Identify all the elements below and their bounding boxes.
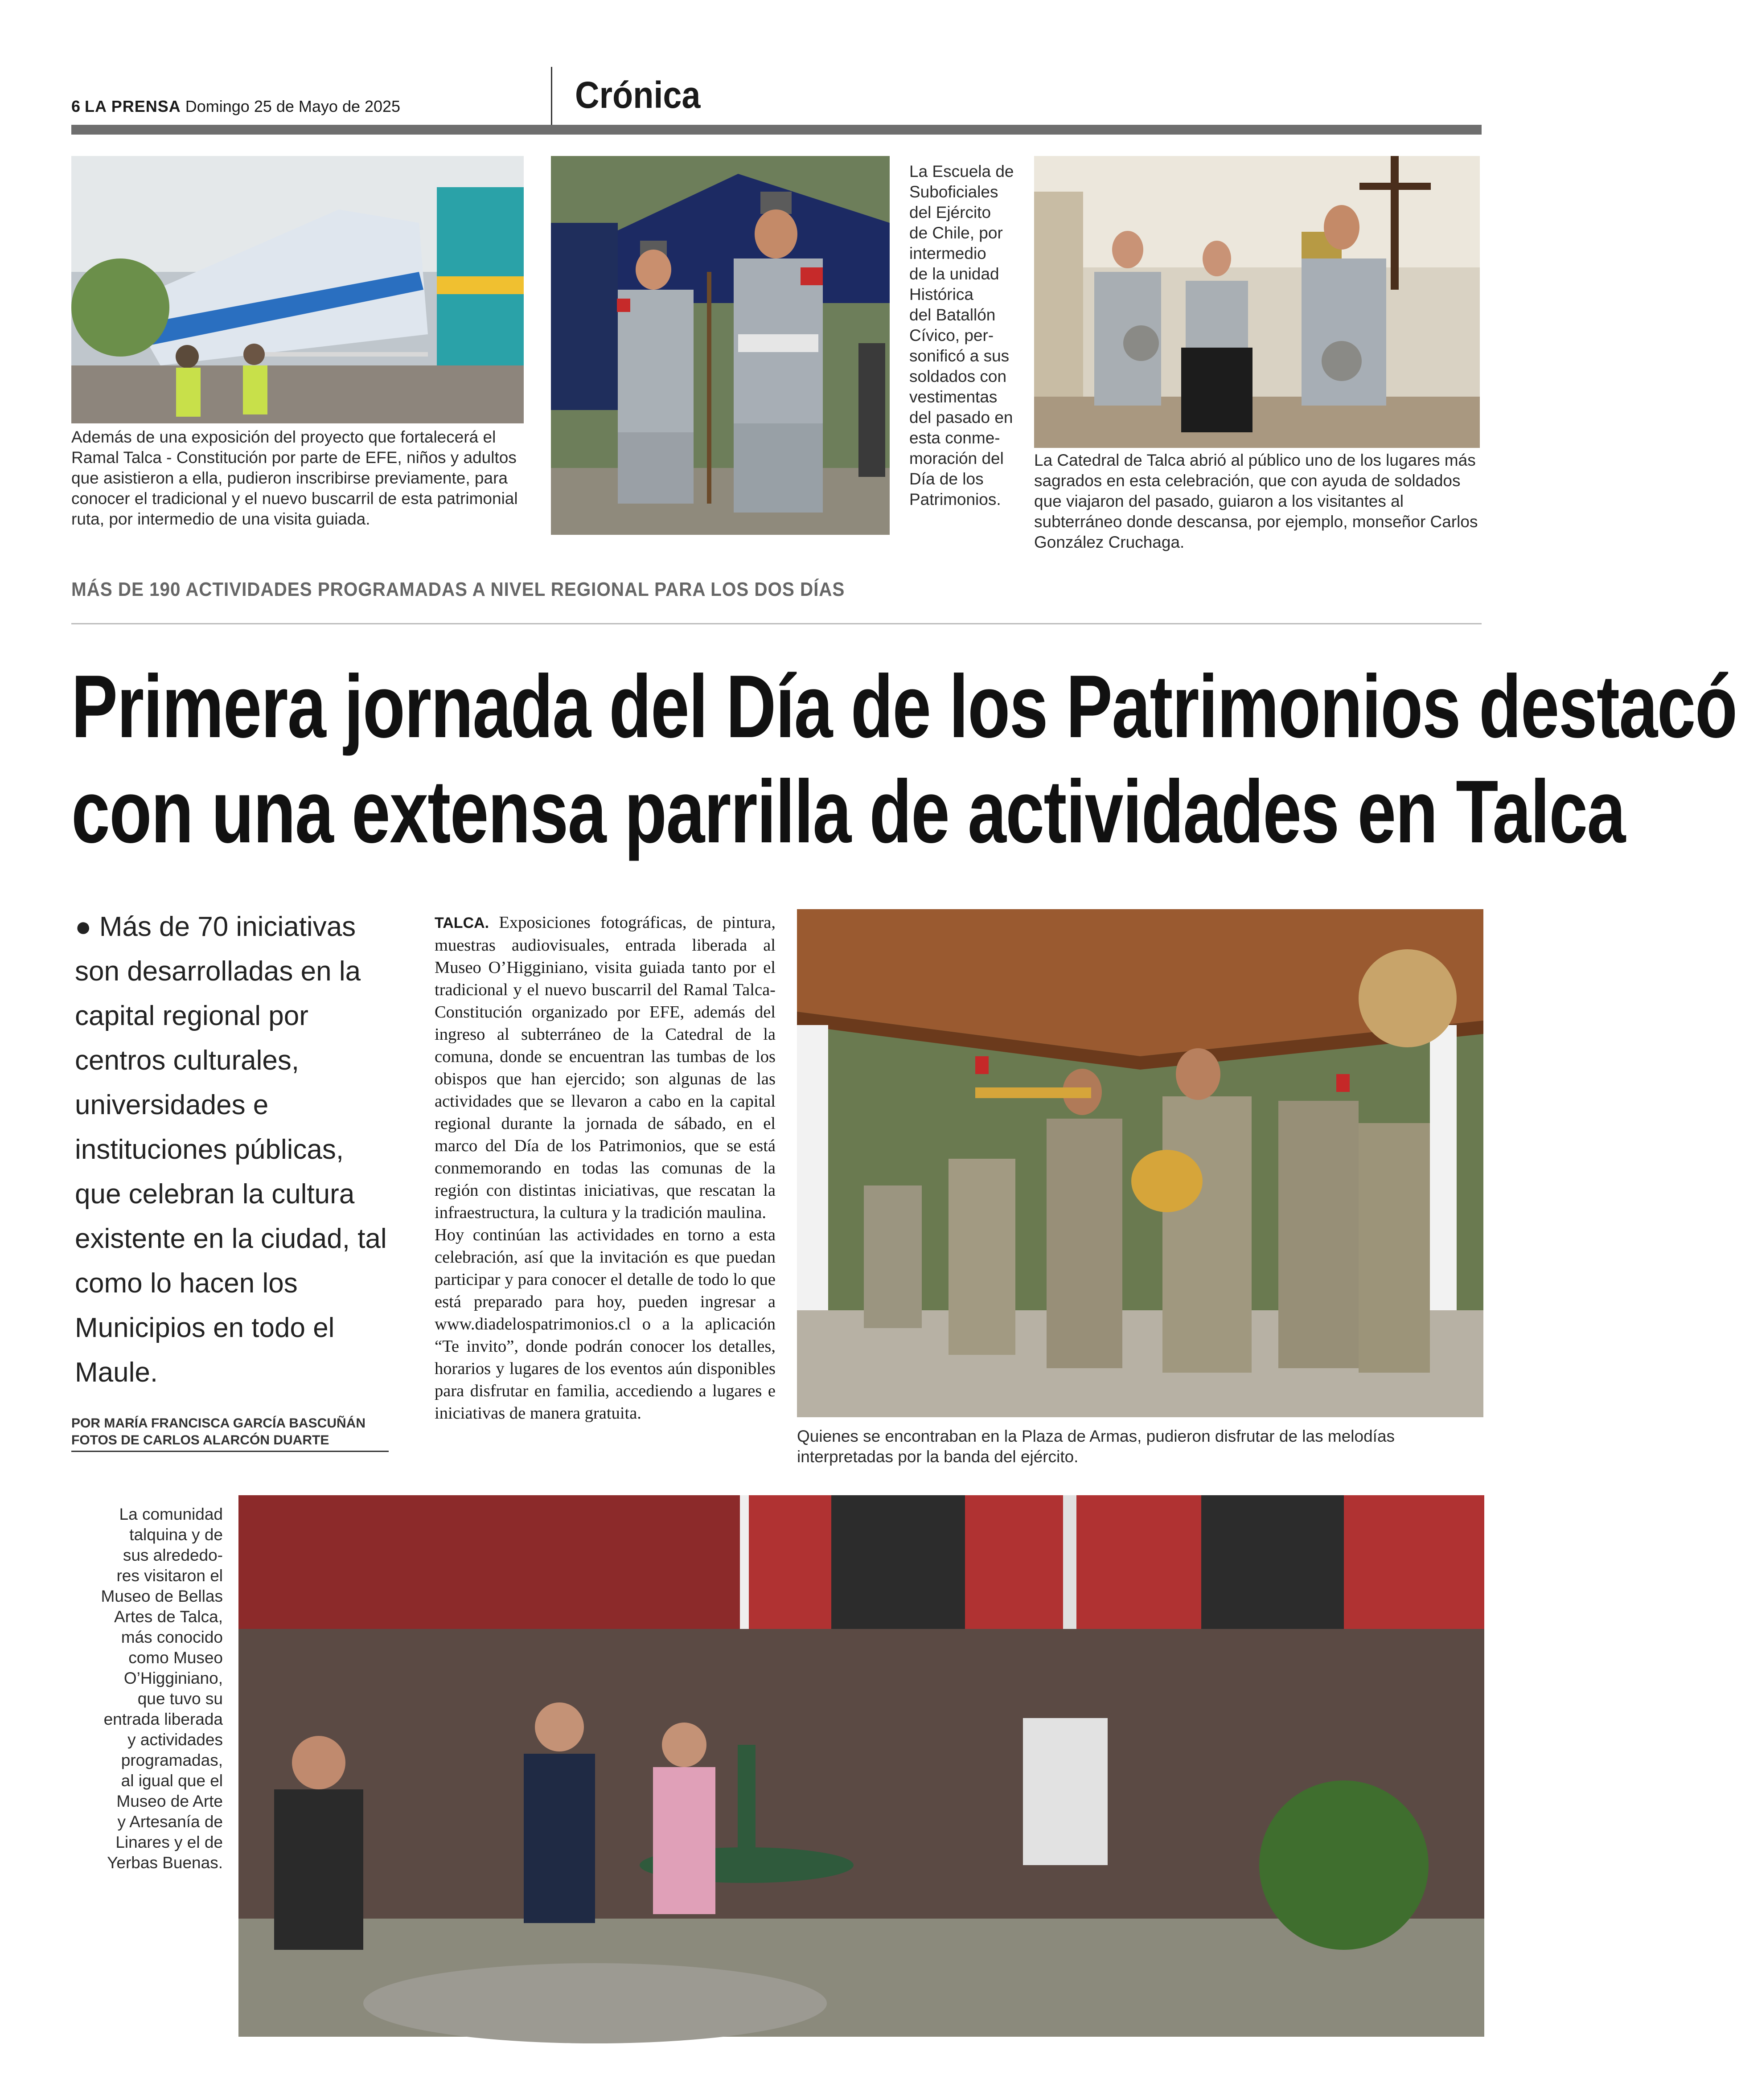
cathedral-photo-caption: La Catedral de Talca abrió al público uno de los lugares más sagrados en esta celebración, que con ayuda de soldados que viajaron del pasado, guiaron a los visitantes al subterráneo donde descansa, por ejemplo, monseñor Carlos González Cruchaga.	[1034, 451, 1478, 551]
article-body	[435, 911, 776, 1424]
museum-courtyard-photo	[238, 1495, 1484, 2037]
body-paragraph-1: TALCA. Exposiciones fotográficas, de pintura, muestras audiovisuales, entrada liberada al Museo O’Higginiano, visita guiada tanto por el tradicional y el nuevo buscarril del Ramal Talca-Constitución organizado por EFE, además del ingreso al subterráneo de la Catedral de la comuna, donde se encuentran las tumbas de los obispos que han ejercido; son algunas de las actividades que se llevaron a cabo en la capital regional durante la jornada de sábado, en el marco del Día de los Patrimonios, que se está conmemorando en todas las comunas de la región con distintas iniciativas, que rescatan la infraestructura, la cultura y la tradición maulina.	[435, 913, 776, 1222]
army-band-photo	[797, 909, 1483, 1417]
article-summary: ● Más de 70 iniciativas son desarrolladas en la capital regional por centros culturales, universidades e instituciones públicas, que celebran la cultura existente en la ciudad, tal como lo hacen los Municipios en todo el Maule.	[75, 911, 387, 1388]
train-photo	[71, 156, 524, 423]
header-separator	[551, 67, 552, 125]
author: POR MARÍA FRANCISCA GARCÍA BASCUÑÁN	[71, 1416, 365, 1431]
page-number: 6	[71, 97, 81, 115]
train-photo-caption: Además de una exposición del proyecto que fortalecerá el Ramal Talca - Constitución por parte de EFE, niños y adultos que asistieron a ella, pudieron inscribirse previamente, para conocer el tradicional y el nuevo buscarril de esta patrimonial ruta, por intermedio de una visita guiada.	[71, 428, 518, 528]
museum-photo-caption: La comunidad talquina y de sus alrededo- res visitaron el Museo de Bellas Artes de Talca, más conocido como Museo O’Higginiano, que tuvo su entrada liberada y actividades programadas, al igual que el Museo de Arte y Artesanía de Linares y el de Yerbas Buenas.	[101, 1505, 223, 1872]
historic-soldiers-photo	[551, 156, 890, 535]
soldiers-photo-caption: La Escuela de Suboficiales del Ejército de Chile, por intermedio de la unidad Histórica del Batallón Cívico, per- sonificó a sus soldados con vestimentas del pasado en esta conme- moración del Día de los Patrimonios.	[909, 162, 1014, 509]
kicker-rule	[71, 623, 1482, 624]
issue-date: Domingo 25 de Mayo de 2025	[185, 97, 401, 115]
article-byline	[71, 1415, 389, 1452]
page-header-info	[71, 97, 400, 116]
headline-line-1: Primera jornada del Día de los Patrimonios destacó	[71, 657, 1737, 756]
cathedral-photo	[1034, 156, 1480, 448]
header-rule	[71, 125, 1482, 135]
photo-credit: FOTOS DE CARLOS ALARCÓN DUARTE	[71, 1433, 329, 1448]
publication-name: LA PRENSA	[85, 97, 181, 115]
headline-line-2: con una extensa parrilla de actividades en Talca	[71, 762, 1625, 861]
body-paragraph-2: Hoy continúan las actividades en torno a esta celebración, así que la invitación es que puedan participar y para conocer el detalle de todo lo que está preparado para hoy, pueden ingresar a www.diadelospatrimonios.cl o a la aplicación “Te invito”, donde podrán conocer los detalles, horarios y lugares de los eventos aún disponibles para disfrutar en familia, accediendo a lugares e iniciativas de manera gratuita.	[435, 1226, 776, 1423]
band-photo-caption: Quienes se encontraban en la Plaza de Armas, pudieron disfrutar de las melodías interpretadas por la banda del ejército.	[797, 1427, 1395, 1466]
article-kicker: MÁS DE 190 ACTIVIDADES PROGRAMADAS A NIVEL REGIONAL PARA LOS DOS DÍAS	[71, 578, 845, 600]
article-headline	[71, 654, 1737, 865]
section-title: Crónica	[575, 74, 701, 116]
bullet-icon: ●	[75, 911, 99, 942]
dateline: TALCA.	[435, 915, 489, 931]
